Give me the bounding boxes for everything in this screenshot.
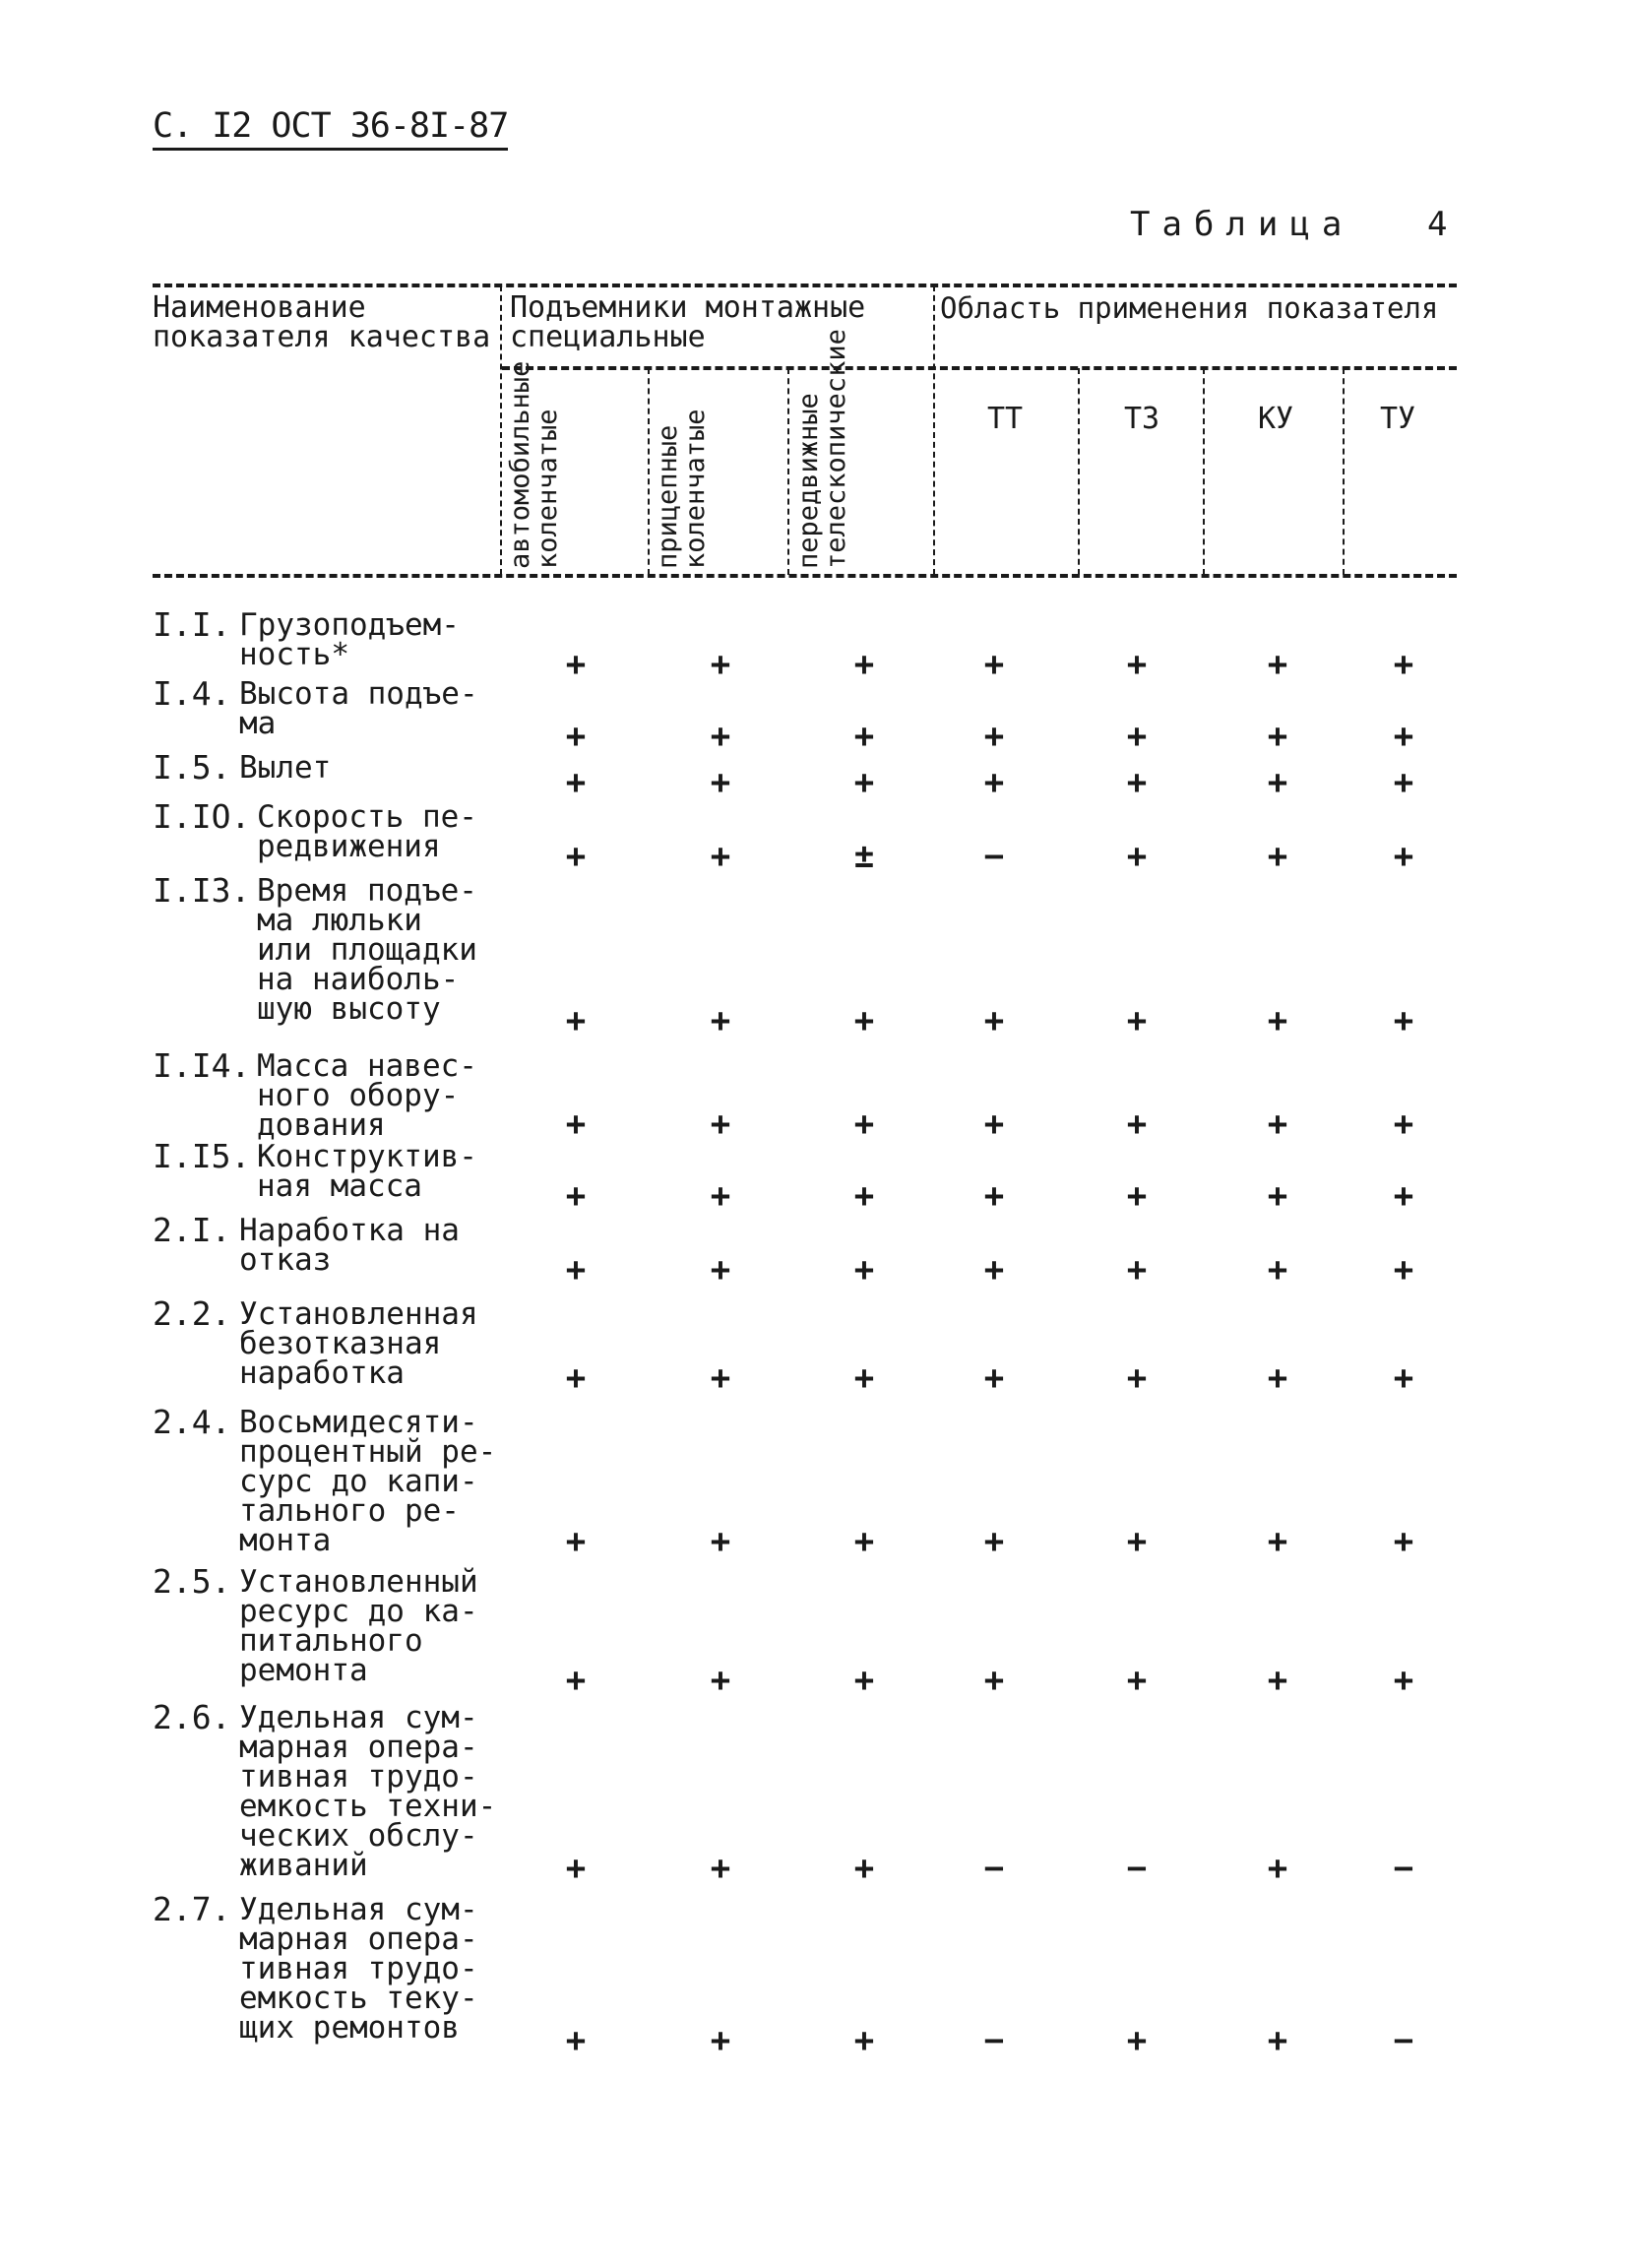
applicability-mark: + [565,1522,587,1561]
group-header-lifts: Подъемники монтажные специальные [510,290,866,354]
row-number: I.I. [153,605,231,644]
applicability-mark: + [1126,763,1148,802]
col-divider [1343,368,1345,575]
group-header-scope: Область применения показателя [940,291,1439,325]
applicability-mark: + [983,1176,1005,1216]
applicability-mark: + [1126,1661,1148,1700]
table-number: 4 [1427,205,1448,244]
row-number: 2.2. [153,1294,231,1333]
applicability-mark: + [983,763,1005,802]
applicability-mark: + [1126,2021,1148,2060]
applicability-mark: + [853,1001,875,1040]
col-divider [1078,368,1080,575]
applicability-mark: + [710,1250,731,1290]
applicability-mark: + [565,645,587,684]
applicability-mark: + [710,763,731,802]
applicability-mark: + [565,837,587,876]
applicability-mark: + [710,837,731,876]
row-number: 2.I. [153,1211,231,1249]
subcol-header-tt: ТТ [986,402,1024,436]
row-indicator-name: Восьмидесяти- процентный ре- сурс до капи- тального ре- монта [239,1405,497,1558]
applicability-mark: − [983,837,1005,876]
applicability-mark: + [853,1250,875,1290]
applicability-mark: + [710,1358,731,1398]
row-number: I.5. [153,748,231,787]
applicability-mark: + [565,1250,587,1290]
applicability-mark: + [853,1358,875,1398]
row-number: I.4. [153,674,231,713]
applicability-mark: + [1267,763,1288,802]
row-number: I.IO. [153,797,251,836]
applicability-mark: + [853,1104,875,1144]
applicability-mark: − [1393,2021,1414,2060]
row-number: 2.7. [153,1890,231,1928]
applicability-mark: + [1267,2021,1288,2060]
applicability-mark: + [565,1358,587,1398]
applicability-mark: + [1126,837,1148,876]
row-indicator-name: Скорость пе- редвижения [257,799,477,864]
table-top-rule [153,284,1457,287]
applicability-mark: + [983,1104,1005,1144]
applicability-mark: + [853,645,875,684]
applicability-mark: + [983,1522,1005,1561]
applicability-mark: + [1126,1104,1148,1144]
applicability-mark: + [710,1104,731,1144]
applicability-mark: + [565,1001,587,1040]
subcol-header-trailer: прицепные коленчатые [653,409,711,569]
subheader-rule [502,366,1457,370]
row-indicator-name: Наработка на отказ [239,1213,460,1278]
applicability-mark: − [983,1849,1005,1888]
applicability-mark: + [1393,763,1414,802]
row-number: 2.6. [153,1698,231,1736]
col-divider [500,285,502,575]
subcol-header-mobile-telescopic: передвижные телескопические [793,329,851,569]
applicability-mark: + [983,645,1005,684]
applicability-mark: + [983,1661,1005,1700]
row-indicator-name: Установленный ресурс до ка- питального ремонта [239,1564,478,1688]
applicability-mark: + [1393,1358,1414,1398]
row-indicator-name: Высота подъе- ма [239,676,478,741]
applicability-mark: + [1126,645,1148,684]
applicability-mark: + [1126,717,1148,756]
row-number: I.I5. [153,1137,251,1175]
applicability-mark: ± [853,837,875,876]
applicability-mark: + [710,1849,731,1888]
applicability-mark: + [1267,1522,1288,1561]
subcol-header-tu: ТУ [1379,402,1416,436]
applicability-mark: + [1267,1176,1288,1216]
row-indicator-name: Конструктив- ная масса [257,1139,477,1204]
applicability-mark: + [1393,1250,1414,1290]
applicability-mark: + [1126,1522,1148,1561]
applicability-mark: + [983,1358,1005,1398]
applicability-mark: + [853,1176,875,1216]
applicability-mark: − [983,2021,1005,2060]
applicability-mark: + [710,717,731,756]
applicability-mark: + [853,2021,875,2060]
applicability-mark: + [1267,1661,1288,1700]
row-number: 2.4. [153,1403,231,1441]
applicability-mark: + [1393,837,1414,876]
applicability-mark: + [1267,837,1288,876]
applicability-mark: + [1393,1661,1414,1700]
applicability-mark: + [710,1522,731,1561]
applicability-mark: + [565,717,587,756]
applicability-mark: + [1393,1522,1414,1561]
applicability-mark: + [565,1661,587,1700]
applicability-mark: − [1393,1849,1414,1888]
col-divider [787,368,789,575]
applicability-mark: + [853,1661,875,1700]
applicability-mark: + [1267,1849,1288,1888]
applicability-mark: + [853,1849,875,1888]
applicability-mark: + [1267,1104,1288,1144]
applicability-mark: + [565,2021,587,2060]
col-divider [648,368,650,575]
applicability-mark: + [1126,1176,1148,1216]
row-indicator-name: Масса навес- ного обору- дования [257,1048,477,1143]
applicability-mark: + [710,645,731,684]
row-indicator-name: Удельная сум- марная опера- тивная трудо- емкость техни- ческих обслу- живаний [239,1700,497,1883]
applicability-mark: − [1126,1849,1148,1888]
applicability-mark: + [853,717,875,756]
subcol-header-automobile: автомобильные коленчатые [505,360,563,569]
applicability-mark: + [710,1176,731,1216]
applicability-mark: + [1267,1250,1288,1290]
row-indicator-name: Удельная сум- марная опера- тивная трудо- емкость теку- щих ремонтов [239,1892,478,2046]
applicability-mark: + [710,1661,731,1700]
applicability-mark: + [565,763,587,802]
applicability-mark: + [1393,717,1414,756]
applicability-mark: + [710,2021,731,2060]
header-bottom-rule [153,574,1457,578]
row-number: 2.5. [153,1562,231,1601]
applicability-mark: + [1126,1250,1148,1290]
document-code: С. I2 ОСТ 36-8I-87 [153,106,508,151]
applicability-mark: + [1267,717,1288,756]
row-number: I.I4. [153,1046,251,1085]
applicability-mark: + [1393,1001,1414,1040]
applicability-mark: + [1126,1001,1148,1040]
applicability-mark: + [853,763,875,802]
subcol-header-tz: ТЗ [1123,402,1160,436]
col-divider [933,285,935,575]
applicability-mark: + [565,1849,587,1888]
applicability-mark: + [1393,1104,1414,1144]
column-header-name: Наименование показателя качества [153,290,491,354]
applicability-mark: + [983,1001,1005,1040]
applicability-mark: + [710,1001,731,1040]
col-divider [1203,368,1205,575]
applicability-mark: + [565,1104,587,1144]
applicability-mark: + [1267,1358,1288,1398]
applicability-mark: + [1393,645,1414,684]
applicability-mark: + [983,1250,1005,1290]
applicability-mark: + [853,1522,875,1561]
row-indicator-name: Время подъе- ма люльки или площадки на наиболь- шую высоту [257,873,477,1027]
row-indicator-name: Грузоподъем- ность* [239,607,460,672]
applicability-mark: + [1267,1001,1288,1040]
applicability-mark: + [1126,1358,1148,1398]
applicability-mark: + [565,1176,587,1216]
row-number: I.I3. [153,871,251,910]
row-indicator-name: Вылет [239,750,332,786]
applicability-mark: + [1267,645,1288,684]
row-indicator-name: Установленная безотказная наработка [239,1296,478,1391]
table-title: Таблица [1130,205,1354,244]
applicability-mark: + [983,717,1005,756]
subcol-header-ku: КУ [1257,402,1294,436]
applicability-mark: + [1393,1176,1414,1216]
